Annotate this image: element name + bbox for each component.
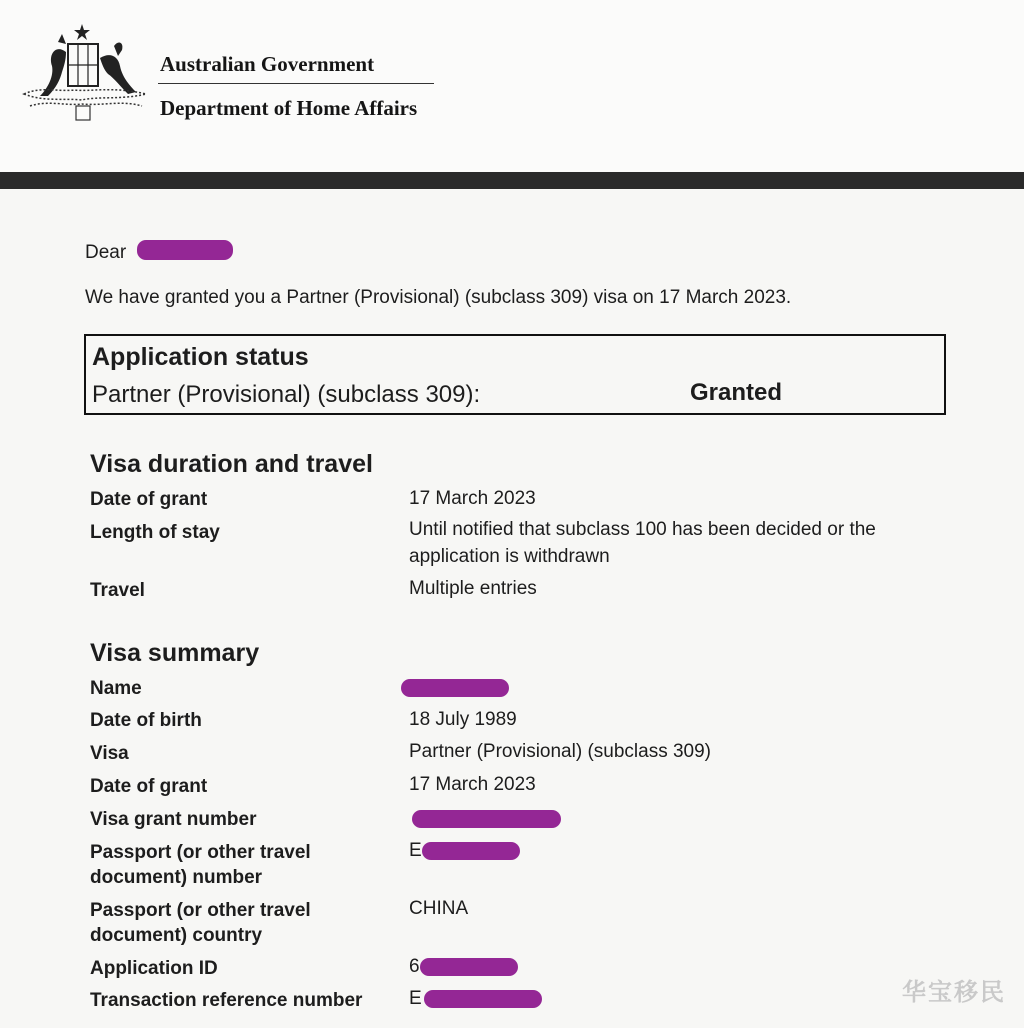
- duration-row-label: Length of stay: [90, 522, 220, 543]
- duration-row-label: Date of grant: [90, 489, 208, 510]
- summary-row-label: Visa grant number: [90, 809, 257, 830]
- summary-row-value: E: [409, 840, 422, 861]
- summary-row-value: 6: [409, 956, 420, 977]
- summary-row-label: Transaction reference number: [90, 990, 363, 1011]
- summary-row-value: 18 July 1989: [409, 709, 517, 730]
- visa-summary-heading: Visa summary: [90, 639, 260, 667]
- duration-row-value: Multiple entries: [409, 578, 537, 599]
- summary-row-value: CHINA: [409, 898, 469, 919]
- watermark: 华宝移民: [902, 979, 1006, 1006]
- department-title: Department of Home Affairs: [160, 96, 418, 120]
- letterhead-rule: [0, 172, 1024, 189]
- summary-row-label: Date of grant: [90, 776, 208, 797]
- application-status-label: Partner (Provisional) (subclass 309):: [92, 381, 481, 408]
- summary-row-value: 17 March 2023: [409, 774, 536, 795]
- summary-row-label: Date of birth: [90, 710, 202, 731]
- redacted-application-id: [420, 958, 518, 976]
- summary-row-label: Name: [90, 678, 142, 699]
- visa-duration-heading: Visa duration and travel: [90, 450, 373, 478]
- letterhead: [0, 0, 1024, 172]
- redacted-grant-number: [412, 810, 561, 828]
- application-status-title: Application status: [92, 343, 309, 371]
- grant-intro-text: We have granted you a Partner (Provisional) (subclass 309) visa on 17 March 2023.: [85, 287, 792, 308]
- coat-of-arms-icon: [18, 22, 152, 122]
- header-divider: [158, 83, 434, 84]
- summary-row-value: E: [409, 988, 422, 1009]
- summary-row-label: Passport (or other travel document) number: [90, 842, 311, 888]
- application-status-box: [84, 334, 946, 415]
- summary-row-label: Visa: [90, 743, 129, 764]
- redacted-recipient-name: [137, 240, 233, 260]
- salutation: Dear: [85, 242, 127, 263]
- redacted-transaction-reference: [424, 990, 542, 1008]
- summary-row-label: Passport (or other travel document) country: [90, 900, 311, 946]
- duration-row-label: Travel: [90, 580, 145, 601]
- duration-row-value: 17 March 2023: [409, 488, 536, 509]
- summary-row-label: Application ID: [90, 958, 218, 979]
- summary-row-value: Partner (Provisional) (subclass 309): [409, 741, 712, 762]
- redacted-passport-number: [422, 842, 520, 860]
- government-title: Australian Government: [160, 52, 375, 76]
- application-status-value: Granted: [690, 379, 783, 406]
- duration-row-value: Until notified that subclass 100 has been decided or the application is withdrawn: [409, 519, 876, 567]
- redacted-name: [401, 679, 509, 697]
